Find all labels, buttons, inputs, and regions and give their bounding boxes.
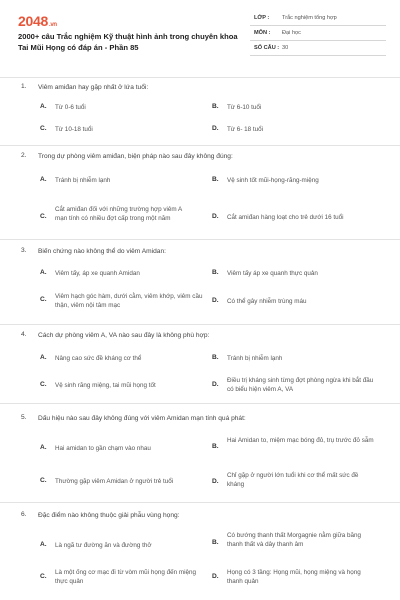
- question-text: Trong dự phòng viêm amiđan, biện pháp nào sau đây không đúng:: [38, 153, 233, 160]
- option-letter: B.: [212, 176, 219, 183]
- divider: [0, 239, 400, 240]
- option-text: Tránh bị nhiễm lạnh: [227, 355, 283, 362]
- meta-label: LỚP :: [254, 15, 270, 21]
- option-text: Điều trị kháng sinh từng đợt phòng ngừa khi bắt đầu có biểu hiện viêm A, VA: [227, 377, 374, 393]
- option-letter: B.: [212, 269, 219, 276]
- question-text: Đặc điểm nào không thuộc giải phẫu vùng họng:: [38, 512, 180, 519]
- option-text: Tránh bị nhiễm lạnh: [55, 177, 111, 184]
- question-text: Viêm amiđan hay gặp nhất ở lứa tuổi:: [38, 84, 149, 91]
- question-5: [0, 414, 400, 499]
- option-text: Hai Amidan to, miệm mạc bóng đỏ, trụ trước đỏ sẫm: [227, 437, 374, 444]
- option-text: Cắt amiđan hàng loạt cho trẻ dưới 16 tuổi: [227, 214, 344, 221]
- option-text: Nâng cao sức đề kháng cơ thể: [55, 355, 142, 362]
- question-4: [0, 331, 400, 407]
- option-letter: C.: [40, 381, 47, 388]
- question-number: 6.: [21, 511, 27, 518]
- option-letter: A.: [40, 541, 47, 548]
- option-text: Là ngã tư đường ăn và đường thở: [55, 542, 152, 549]
- question-text: Biến chứng nào không thể do viêm Amidan:: [38, 248, 166, 255]
- divider: [0, 502, 400, 503]
- option-letter: B.: [212, 443, 219, 450]
- meta-label: SỐ CÂU :: [254, 45, 280, 51]
- option-letter: D.: [212, 573, 219, 580]
- option-text: Có bướng thanh thất Morgagnie nằm giữa băng thanh thất và dây thanh âm: [227, 532, 362, 548]
- meta-value: Trắc nghiệm tổng hợp: [282, 15, 337, 21]
- question-1: [0, 83, 400, 147]
- option-letter: B.: [212, 354, 219, 361]
- option-letter: D.: [212, 381, 219, 388]
- option-text: Thường gặp viêm Amidan ở người trẻ tuổi: [55, 478, 174, 485]
- option-letter: D.: [212, 213, 219, 220]
- option-text: Vệ sinh tốt mũi-họng-răng-miệng: [227, 177, 319, 184]
- divider: [0, 77, 400, 78]
- option-letter: D.: [212, 297, 219, 304]
- question-6: [0, 511, 400, 600]
- option-letter: C.: [40, 477, 47, 484]
- question-text: Dấu hiệu nào sau đây không đúng với viêm Amidan mạn tính quá phát:: [38, 415, 246, 422]
- option-text: Từ 6-10 tuổi: [227, 104, 262, 111]
- option-letter: B.: [212, 103, 219, 110]
- divider: [0, 324, 400, 325]
- option-letter: D.: [212, 125, 219, 132]
- question-2: [0, 152, 400, 242]
- option-letter: A.: [40, 354, 47, 361]
- meta-row-count: [250, 41, 386, 56]
- option-letter: D.: [212, 478, 219, 485]
- option-text: Viêm tấy, áp xe quanh Amidan: [55, 270, 140, 277]
- option-text: Cắt amiđan đối với những trường hợp viêm A mạn tính có nhiều đợt cấp trong một năm: [55, 206, 182, 222]
- option-text: Là một ống cơ mạc đi từ vòm mũi họng đến miệng thực quản: [55, 569, 196, 585]
- logo-suffix: .vn: [48, 22, 57, 28]
- logo-text: 2048: [18, 13, 48, 29]
- option-letter: B.: [212, 539, 219, 546]
- option-text: Viêm hạch góc hàm, dưới cằm, viêm khớp, viêm cầu thận, viêm nội tâm mạc: [55, 293, 203, 309]
- question-number: 1.: [21, 83, 27, 90]
- question-3: [0, 247, 400, 327]
- option-text: Chỉ gặp ở người lớn tuổi khi cơ thể mất sức đề kháng: [227, 472, 359, 488]
- option-letter: C.: [40, 125, 47, 132]
- option-text: Vệ sinh răng miệng, tai mũi họng tốt: [55, 382, 156, 389]
- question-text: Cách dự phòng viêm A, VA nào sau đây là không phù hợp:: [38, 332, 210, 339]
- option-letter: C.: [40, 213, 47, 220]
- question-number: 2.: [21, 152, 27, 159]
- meta-value: Đại học: [282, 30, 301, 36]
- question-number: 5.: [21, 414, 27, 421]
- page-title: 2000+ câu Trắc nghiệm Kỹ thuật hình ảnh trong chuyên khoa Tai Mũi Họng có đáp án - Phần 85: [18, 32, 238, 52]
- meta-row-subject: [250, 26, 386, 41]
- option-text: Từ 6- 18 tuổi: [227, 126, 264, 133]
- option-text: Có thể gây nhiễm trùng máu: [227, 298, 307, 305]
- question-number: 4.: [21, 331, 27, 338]
- option-letter: A.: [40, 103, 47, 110]
- option-letter: C.: [40, 296, 47, 303]
- option-letter: A.: [40, 176, 47, 183]
- divider: [0, 145, 400, 146]
- question-number: 3.: [21, 247, 27, 254]
- meta-label: MÔN :: [254, 30, 271, 36]
- divider: [0, 403, 400, 404]
- option-text: Hai amidan to gần chạm vào nhau: [55, 445, 151, 452]
- meta-value: 30: [282, 45, 289, 51]
- site-logo[interactable]: [18, 13, 57, 29]
- option-text: Họng có 3 tầng: Họng mũi, họng miệng và họng thanh quản: [227, 569, 361, 585]
- option-letter: A.: [40, 444, 47, 451]
- option-text: Từ 0-6 tuổi: [55, 104, 86, 111]
- header: [0, 0, 400, 70]
- meta-row-class: [250, 11, 386, 26]
- option-letter: A.: [40, 269, 47, 276]
- meta-table: [250, 11, 386, 56]
- option-letter: C.: [40, 573, 47, 580]
- option-text: Từ 10-18 tuổi: [55, 126, 93, 133]
- option-text: Viêm tấy áp xe quanh thực quản: [227, 270, 318, 277]
